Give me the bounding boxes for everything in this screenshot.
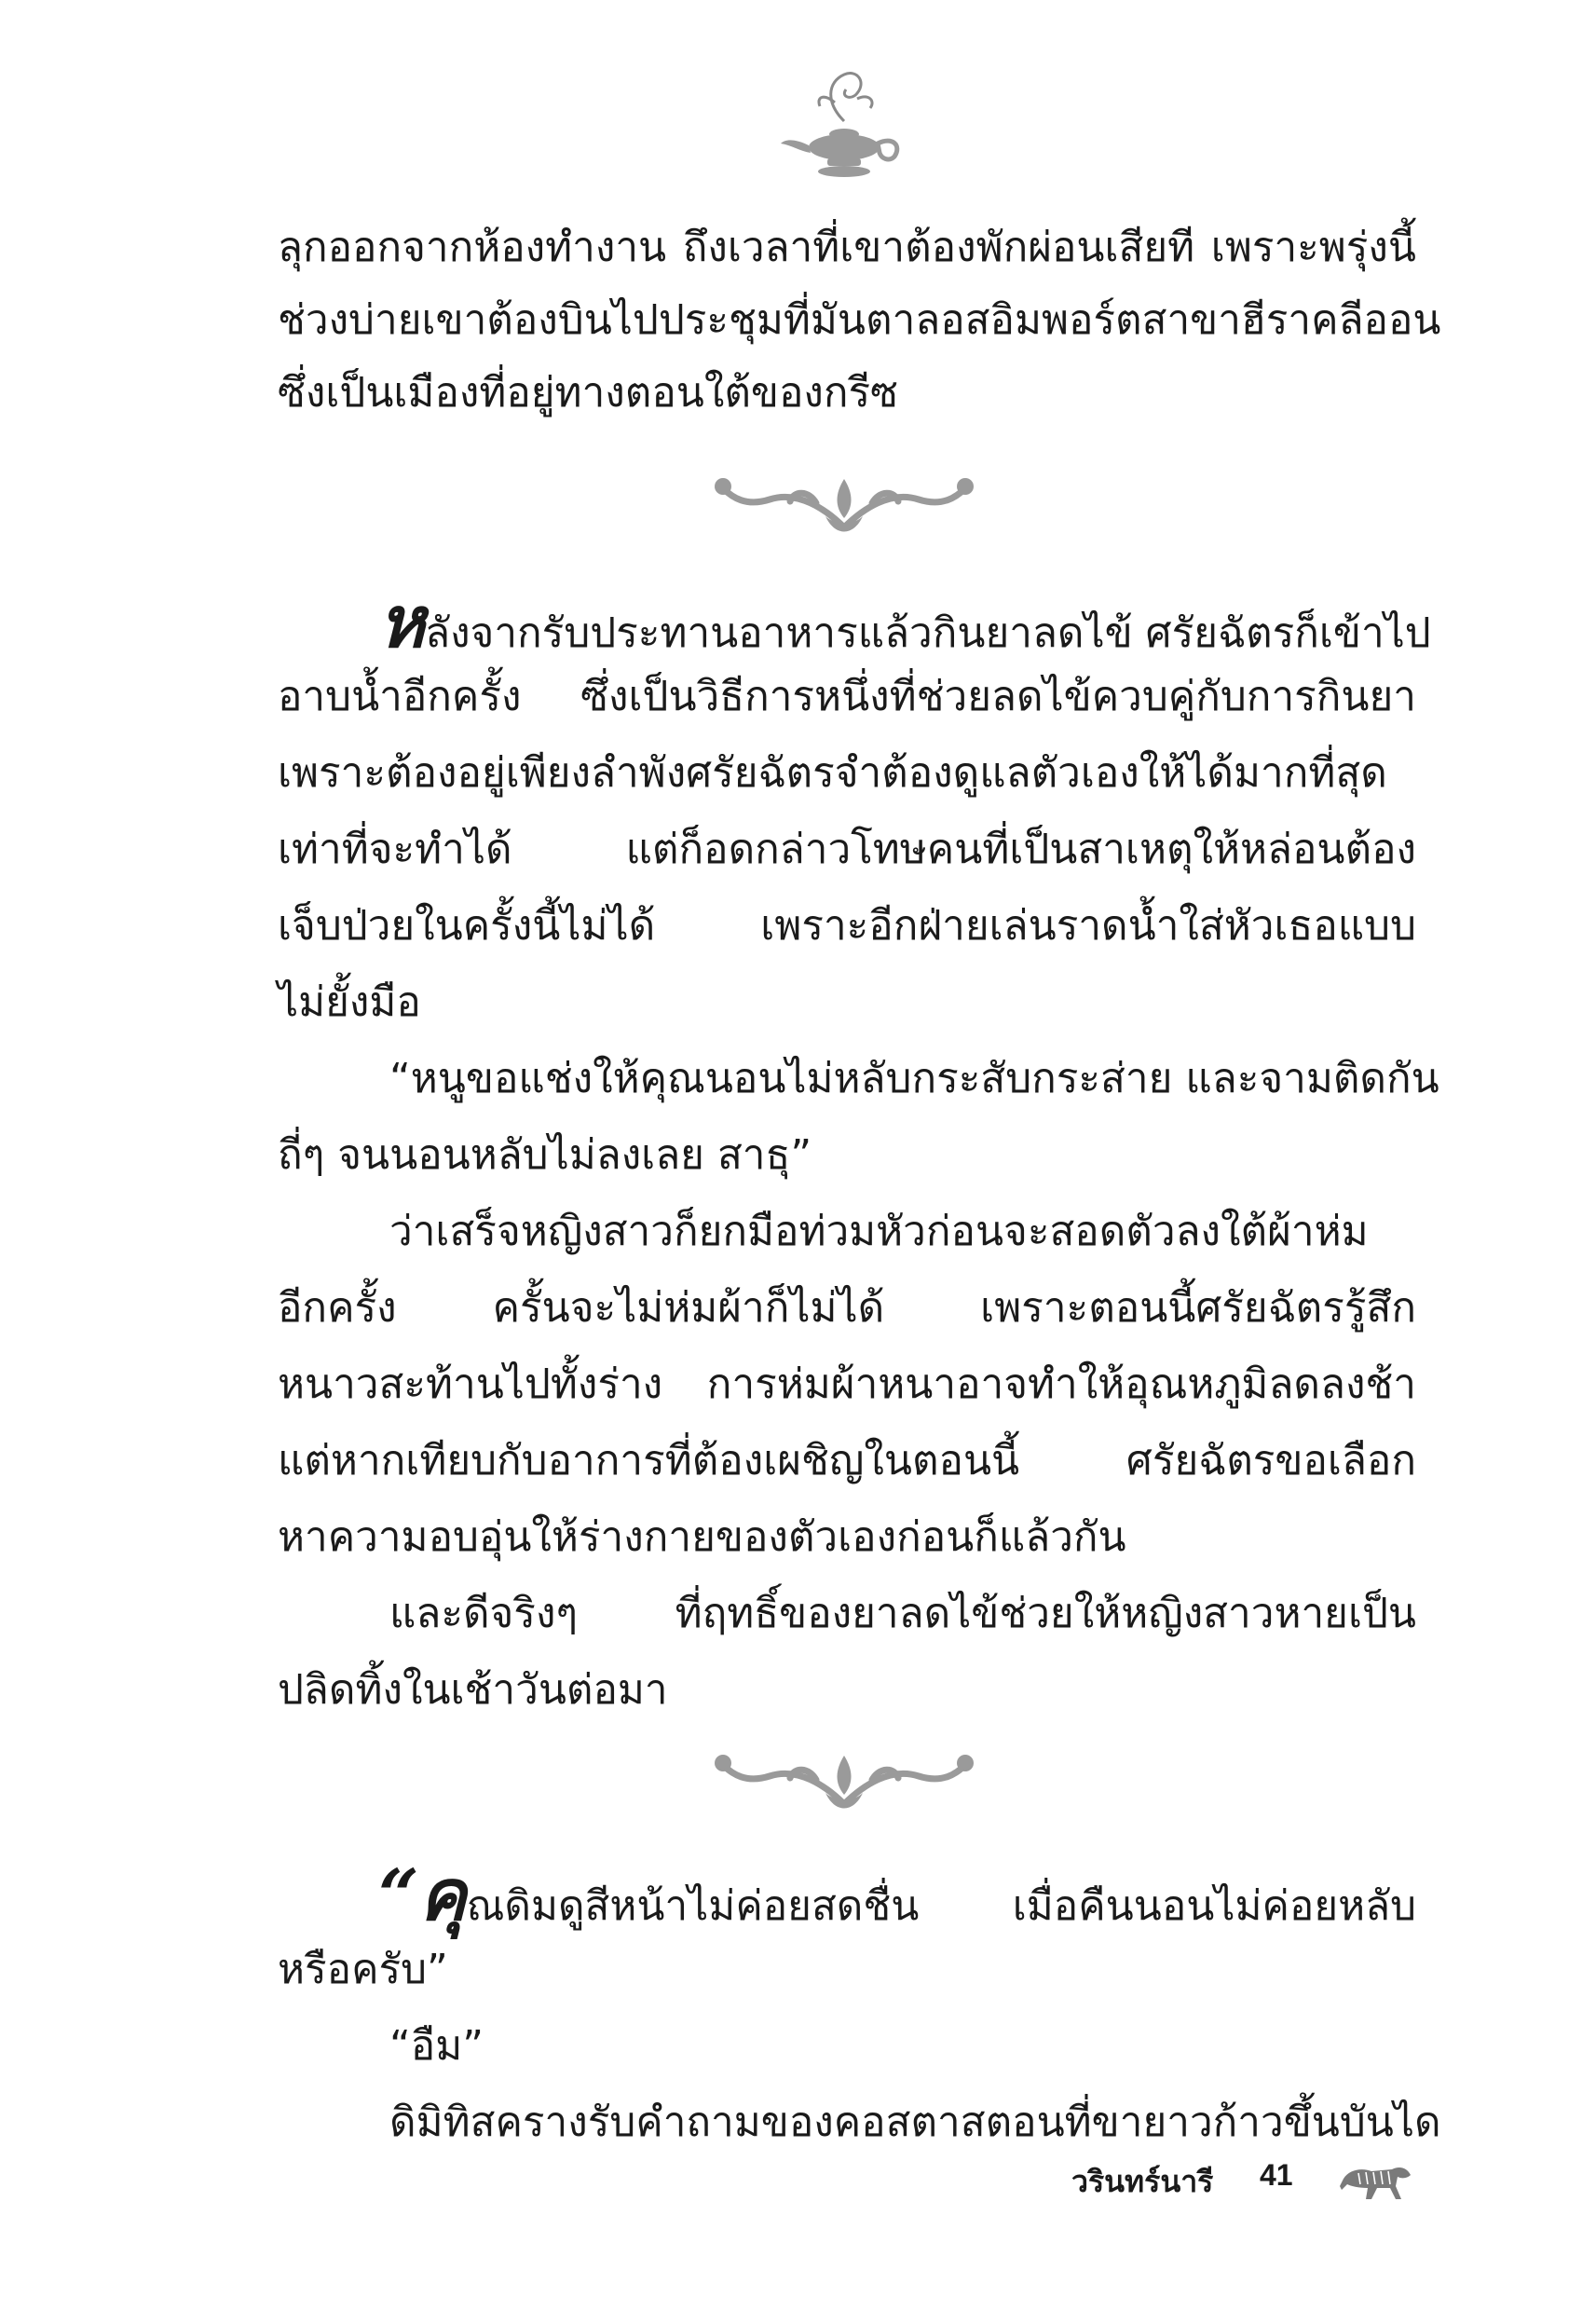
page-number: 41 [1260,2158,1293,2192]
first-line [278,581,1431,665]
first-line-text: ลังจากรับประทานอาหารแล้วกินยาลดไข้ ศรัยฉัตรก็เข้าไป [425,609,1431,657]
text-line: อีกครั้ง ครั้นจะไม่ห่มผ้าก็ไม่ได้ เพราะตอนนี้ศรัยฉัตรรู้สึก [278,1284,1416,1332]
text-line: เพราะต้องอยู่เพียงลำพังศรัยฉัตรจำต้องดูแลตัวเองให้ได้มากที่สุด [278,749,1387,797]
flourish-ornament-icon [704,462,984,546]
text-line: เท่าที่จะทำได้ แต่ก็อดกล่าวโทษคนที่เป็นสาเหตุให้หล่อนต้อง [278,826,1416,873]
first-line-text: ณดิมดูสีหน้าไม่ค่อยสดชื่น เมื่อคืนนอนไม่ค่อยหลับ [466,1882,1416,1930]
first-line [278,1853,1416,1938]
drop-cap: ห [378,581,426,663]
text-line: หนาวสะท้านไปทั้งร่าง การห่มผ้าหนาอาจทำให้อุณหภูมิลดลงช้า [278,1361,1416,1408]
text-line: แต่หากเทียบกับอาการที่ต้องเผชิญในตอนนี้ ศรัยฉัตรขอเลือก [278,1437,1416,1484]
dialogue-line: “หนูขอแช่งให้คุณนอนไม่หลับกระสับกระส่าย และจามติดกัน [389,1055,1439,1102]
dialogue-line: “อืม” [389,2022,484,2070]
drop-cap: “คุ [378,1853,467,1936]
magic-lamp-icon [779,65,909,186]
text-line: ว่าเสร็จหญิงสาวก็ยกมือท่วมหัวก่อนจะสอดตัวลงใต้ผ้าห่ม [389,1208,1369,1255]
text-line: อาบน้ำอีกครั้ง ซึ่งเป็นวิธีการหนึ่งที่ช่วยลดไข้ควบคู่กับการกินยา [278,673,1416,720]
book-title: วรินทร์นารี [1071,2165,1214,2198]
text-line: และดีจริงๆ ที่ฤทธิ์ของยาลดไข้ช่วยให้หญิงสาวหายเป็น [389,1590,1416,1637]
tiger-icon [1340,2158,1414,2203]
text-line: ซึ่งเป็นเมืองที่อยู่ทางตอนใต้ของกรีซ [278,369,899,417]
text-line: ปลิดทิ้งในเช้าวันต่อมา [278,1666,668,1714]
text-line: เจ็บป่วยในครั้งนี้ไม่ได้ เพราะอีกฝ่ายเล่นราดน้ำใส่หัวเธอแบบ [278,902,1416,950]
text-line: ดิมิทิสครางรับคำถามของคอสตาสตอนที่ขายาวก้าวขึ้นบันได [389,2099,1441,2146]
text-line: ลุกออกจากห้องทำงาน ถึงเวลาที่เขาต้องพักผ่อนเสียที เพราะพรุ่งนี้ [278,224,1416,271]
flourish-ornament-icon [704,1739,984,1823]
dialogue-line: ถี่ๆ จนนอนหลับไม่ลงเลย สาธุ” [278,1131,812,1179]
text-line: หาความอบอุ่นให้ร่างกายของตัวเองก่อนก็แล้วกัน [278,1513,1126,1561]
text-line: ช่วงบ่ายเขาต้องบินไปประชุมที่มันตาลอสอิมพอร์ตสาขาฮีราคลีออน [278,296,1441,344]
text-line: ไม่ยั้งมือ [278,978,421,1026]
dialogue-line: หรือครับ” [278,1946,448,1993]
